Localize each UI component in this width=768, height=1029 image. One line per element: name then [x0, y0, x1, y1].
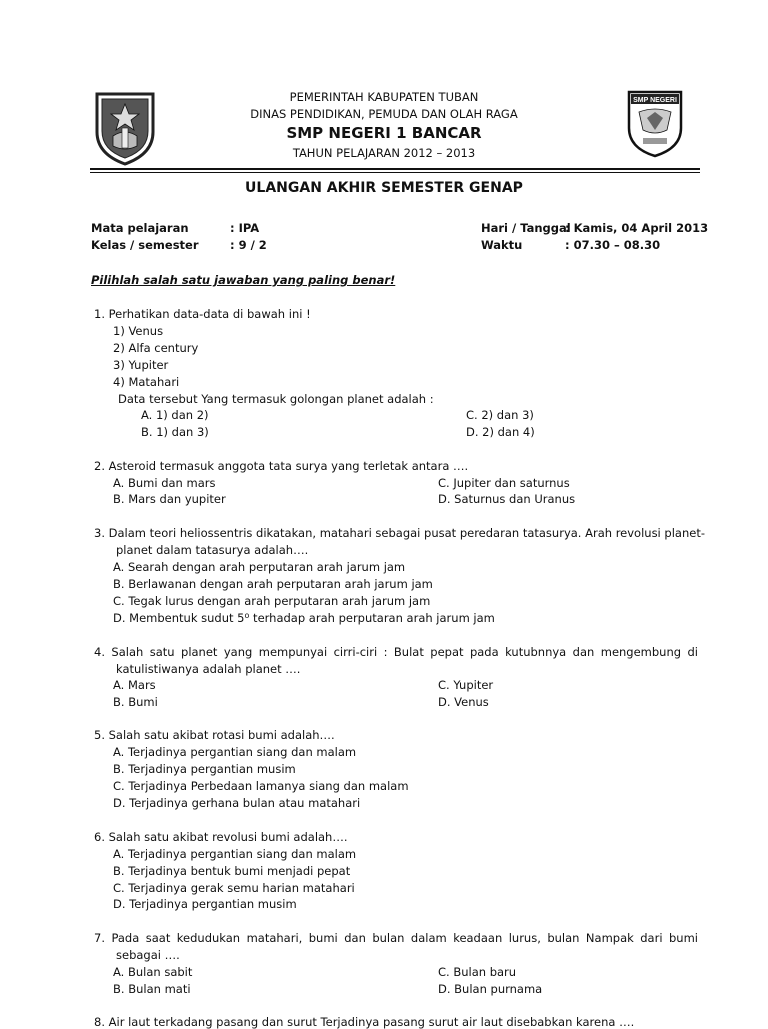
q4-option-c: C. Yupiter — [438, 678, 494, 692]
q2-stem: 2. Asteroid termasuk anggota tata surya yang terletak antara …. — [94, 459, 469, 473]
q8-stem: 8. Air laut terkadang pasang dan surut Terjadinya pasang surut air laut disebabkan karena …. — [94, 1015, 635, 1029]
q3-option-c: C. Tegak lurus dengan arah perputaran arah jarum jam — [113, 594, 431, 608]
q7-option-a: A. Bulan sabit — [113, 965, 193, 979]
q3-option-d-degree: o — [244, 611, 250, 620]
q2-option-c: C. Jupiter dan saturnus — [438, 476, 570, 490]
q3-option-a: A. Searah dengan arah perputaran arah jarum jam — [113, 560, 406, 574]
header-department: DINAS PENDIDIKAN, PEMUDA DAN OLAH RAGA — [250, 107, 518, 121]
header-academic-year: TAHUN PELAJARAN 2012 – 2013 — [292, 146, 476, 160]
q6-option-c: C. Terjadinya gerak semu harian matahari — [113, 881, 355, 895]
q7-stem-line2: sebagai …. — [116, 948, 180, 962]
header-government: PEMERINTAH KABUPATEN TUBAN — [289, 90, 479, 104]
q3-stem-line1: 3. Dalam teori heliossentris dikatakan, matahari sebagai pusat peredaran tatasurya. Arah revolusi planet- — [94, 526, 705, 540]
q7-option-d: D. Bulan purnama — [438, 982, 543, 996]
q3-stem-line2: planet dalam tatasurya adalah…. — [116, 543, 309, 557]
day-label: Hari / Tanggal — [481, 221, 571, 235]
q1-option-d: D. 2) dan 4) — [466, 425, 535, 439]
q1-item-3: 3) Yupiter — [113, 358, 169, 372]
subject-label: Mata pelajaran — [91, 221, 189, 235]
class-value: : 9 / 2 — [230, 238, 267, 252]
q4-option-a: A. Mars — [113, 678, 156, 692]
subject-value: : IPA — [230, 221, 260, 235]
q1-item-2: 2) Alfa century — [113, 341, 199, 355]
q7-option-c: C. Bulan baru — [438, 965, 517, 979]
q1-item-1: 1) Venus — [113, 324, 164, 338]
q2-option-b: B. Mars dan yupiter — [113, 492, 226, 506]
q7-option-b: B. Bulan mati — [113, 982, 191, 996]
time-label: Waktu — [481, 238, 523, 252]
q3-option-d — [113, 611, 495, 625]
q3-option-b: B. Berlawanan dengan arah perputaran arah jarum jam — [113, 577, 433, 591]
q5-option-c: C. Terjadinya Perbedaan lamanya siang dan malam — [113, 779, 409, 793]
q1-stem: 1. Perhatikan data-data di bawah ini ! — [94, 307, 311, 321]
q5-option-a: A. Terjadinya pergantian siang dan malam — [113, 745, 357, 759]
q1-item-4: 4) Matahari — [113, 375, 180, 389]
q6-option-a: A. Terjadinya pergantian siang dan malam — [113, 847, 357, 861]
q1-option-c: C. 2) dan 3) — [466, 408, 534, 422]
q3-option-d-post: terhadap arah perputaran arah jarum jam — [249, 611, 495, 625]
day-value: : Kamis, 04 April 2013 — [565, 221, 709, 235]
q4-option-b: B. Bumi — [113, 695, 158, 709]
header-divider-thin — [90, 172, 700, 173]
q5-stem: 5. Salah satu akibat rotasi bumi adalah…. — [94, 728, 335, 742]
class-label: Kelas / semester — [91, 238, 199, 252]
q4-stem-line2: katulistiwanya adalah planet …. — [116, 662, 301, 676]
q5-option-d: D. Terjadinya gerhana bulan atau matahari — [113, 796, 361, 810]
q4-option-d: D. Venus — [438, 695, 489, 709]
q3-option-d-pre: D. Membentuk sudut 5 — [113, 611, 245, 625]
q1-option-a: A. 1) dan 2) — [141, 408, 209, 422]
q2-option-a: A. Bumi dan mars — [113, 476, 216, 490]
time-value: : 07.30 – 08.30 — [565, 238, 661, 252]
q6-option-d: D. Terjadinya pergantian musim — [113, 897, 297, 911]
right-logo-text: SMP NEGERI — [633, 97, 677, 104]
q5-option-b: B. Terjadinya pergantian musim — [113, 762, 296, 776]
q1-option-b: B. 1) dan 3) — [141, 425, 209, 439]
q6-option-b: B. Terjadinya bentuk bumi menjadi pepat — [113, 864, 351, 878]
header-divider-thick — [90, 168, 700, 170]
q6-stem: 6. Salah satu akibat revolusi bumi adalah…. — [94, 830, 348, 844]
exam-title: ULANGAN AKHIR SEMESTER GENAP — [245, 180, 523, 196]
header-school-name: SMP NEGERI 1 BANCAR — [286, 124, 482, 142]
q1-sub: Data tersebut Yang termasuk golongan planet adalah : — [118, 392, 434, 406]
q4-stem-line1: 4. Salah satu planet yang mempunyai cirri-ciri : Bulat pepat pada kutubnnya dan mengembung di — [94, 645, 698, 659]
instruction: Pilihlah salah satu jawaban yang paling benar! — [91, 273, 396, 287]
q2-option-d: D. Saturnus dan Uranus — [438, 492, 576, 506]
q7-stem-line1: 7. Pada saat kedudukan matahari, bumi dan bulan dalam keadaan lurus, bulan Nampak dari bumi — [94, 931, 698, 945]
